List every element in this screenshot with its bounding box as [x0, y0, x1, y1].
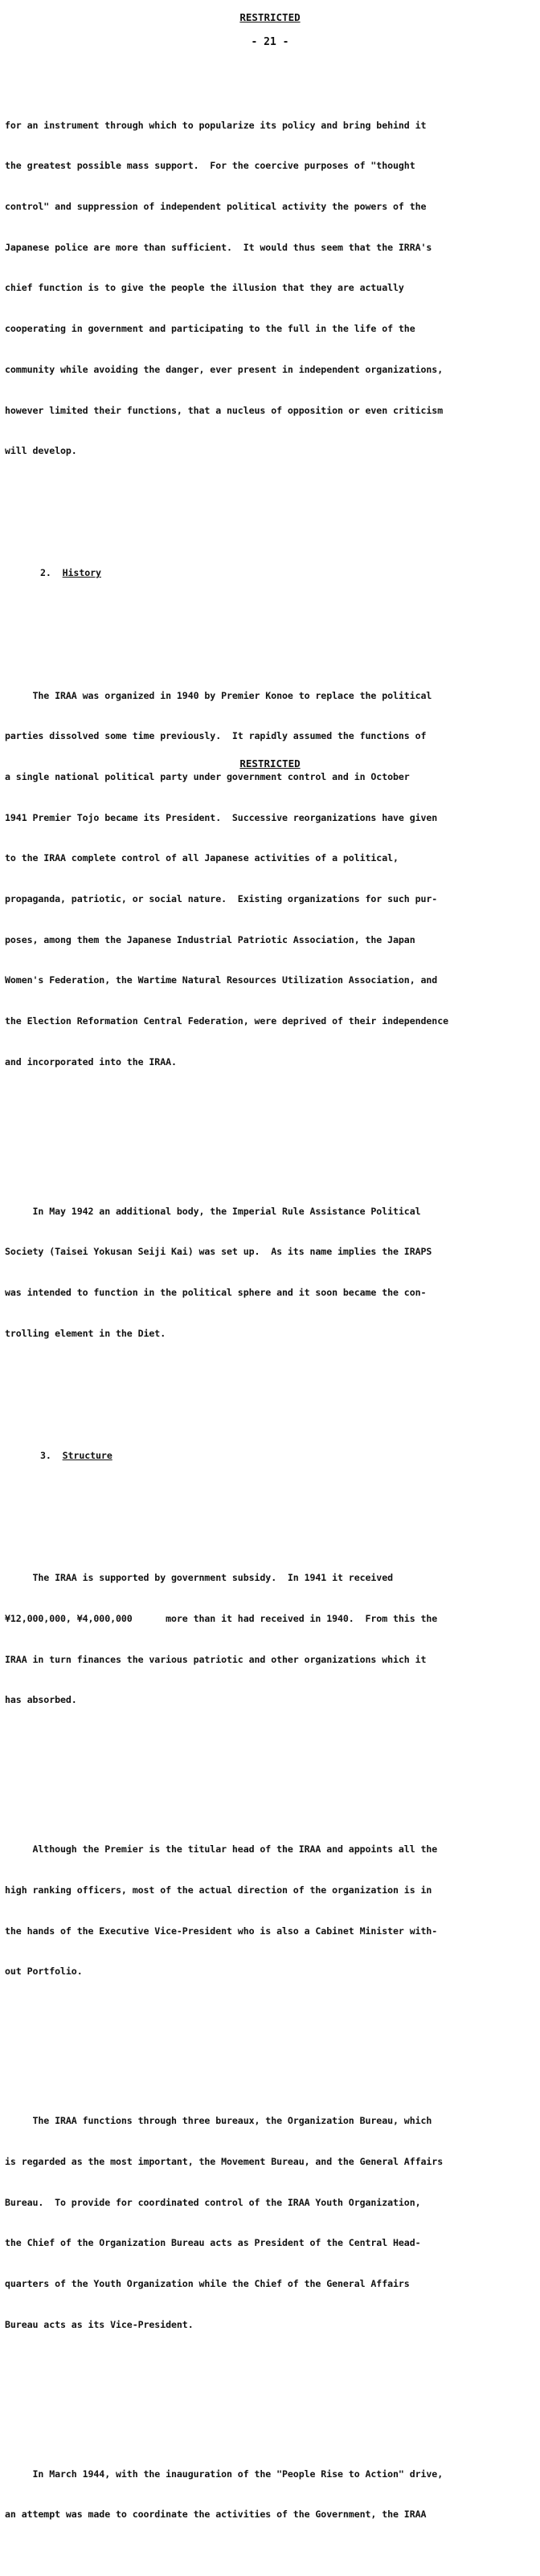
text-line: Women's Federation, the Wartime Natural Resources Utilization Association, and: [5, 974, 438, 986]
text-line: for an instrument through which to popularize its policy and bring behind it: [5, 119, 427, 131]
text-line: Japanese police are more than sufficient. It would thus seem that the IRRA's: [5, 241, 432, 253]
text-line: control" and suppression of independent political activity the powers of the: [5, 201, 427, 213]
text-line: chief function is to give the people the illusion that they are actually: [5, 282, 404, 294]
text-line: Society (Taisei Yokusan Seiji Kai) was set up. As its name implies the IRAPS: [5, 1246, 432, 1258]
text-line: to the IRAA complete control of all Japanese activities of a political,: [5, 852, 399, 864]
text-line: poses, among them the Japanese Industrial Patriotic Association, the Japan: [5, 933, 415, 945]
paragraph-1: [5, 92, 537, 485]
text-line: The IRAA is supported by government subsidy. In 1941 it received: [5, 1572, 394, 1584]
text-line: is regarded as the most important, the Movement Bureau, and the General Affairs: [5, 2155, 444, 2167]
text-line: Bureau acts as its Vice-President.: [5, 2318, 194, 2330]
text-line: the Chief of the Organization Bureau acts as President of the Central Head-: [5, 2237, 421, 2249]
text-line: high ranking officers, most of the actual direction of the organization is in: [5, 1884, 432, 1896]
text-line: quarters of the Youth Organization while the Chief of the General Affairs: [5, 2278, 410, 2290]
text-line: trolling element in the Diet.: [5, 1327, 166, 1339]
text-line: In May 1942 an additional body, the Imperial Rule Assistance Political: [5, 1205, 421, 1217]
page-number: - 21 -: [251, 36, 289, 48]
text-line: Although the Premier is the titular head of the IRAA and appoints all the: [5, 1843, 438, 1855]
paragraph-2: [5, 662, 537, 1096]
text-line: propaganda, patriotic, or social nature. Existing organizations for such pur-: [5, 893, 438, 905]
section-number: 3.: [40, 1450, 51, 1461]
text-line: was intended to function in the political sphere and it soon became the con-: [5, 1287, 427, 1299]
text-line: ¥12,000,000, ¥4,000,000 more than it had received in 1940. From this the: [5, 1612, 438, 1624]
text-line: community while avoiding the danger, ever present in independent organizations,: [5, 363, 444, 375]
text-line: parties dissolved some time previously. It rapidly assumed the functions of: [5, 730, 427, 742]
paragraph-4: [5, 1544, 537, 1734]
text-line: and incorporated into the IRAA.: [5, 1055, 177, 1068]
text-line: however limited their functions, that a nucleus of opposition or even criticism: [5, 404, 444, 416]
text-line: The IRAA was organized in 1940 by Premier Konoe to replace the political: [5, 689, 432, 701]
footer-classification: RESTRICTED: [239, 757, 301, 770]
text-line: a single national political party under government control and in October: [5, 770, 410, 782]
paragraph-5: [5, 1815, 537, 2006]
paragraph-6: [5, 2087, 537, 2358]
text-line: The IRAA functions through three bureaux, the Organization Bureau, which: [5, 2115, 432, 2127]
text-line: In March 1944, with the inauguration of the "People Rise to Action" drive,: [5, 2468, 444, 2480]
document-body: [5, 64, 537, 2576]
text-line: cooperating in government and participating to the full in the life of the: [5, 323, 415, 335]
text-line: will develop.: [5, 445, 77, 457]
text-line: out Portfolio.: [5, 1966, 83, 1978]
section-title: Structure: [62, 1450, 112, 1461]
text-line: the Election Reformation Central Federation, were deprived of their independence: [5, 1015, 449, 1027]
text-line: 1941 Premier Tojo became its President. Successive reorganizations have given: [5, 811, 438, 823]
section-heading-structure: [5, 1449, 537, 1463]
text-line: the hands of the Executive Vice-President who is also a Cabinet Minister with-: [5, 1925, 438, 1937]
paragraph-3: [5, 1178, 537, 1368]
paragraph-7: [5, 2440, 537, 2549]
text-line: Bureau. To provide for coordinated control of the IRAA Youth Organization,: [5, 2196, 421, 2208]
header-classification: RESTRICTED: [239, 11, 301, 23]
section-heading-history: [5, 566, 537, 580]
text-line: has absorbed.: [5, 1694, 77, 1706]
section-title: History: [62, 567, 101, 579]
text-line: the greatest possible mass support. For the coercive purposes of "thought: [5, 160, 415, 172]
section-number: 2.: [40, 567, 51, 579]
text-line: an attempt was made to coordinate the activities of the Government, the IRAA: [5, 2509, 427, 2521]
text-line: IRAA in turn finances the various patriotic and other organizations which it: [5, 1653, 427, 1665]
